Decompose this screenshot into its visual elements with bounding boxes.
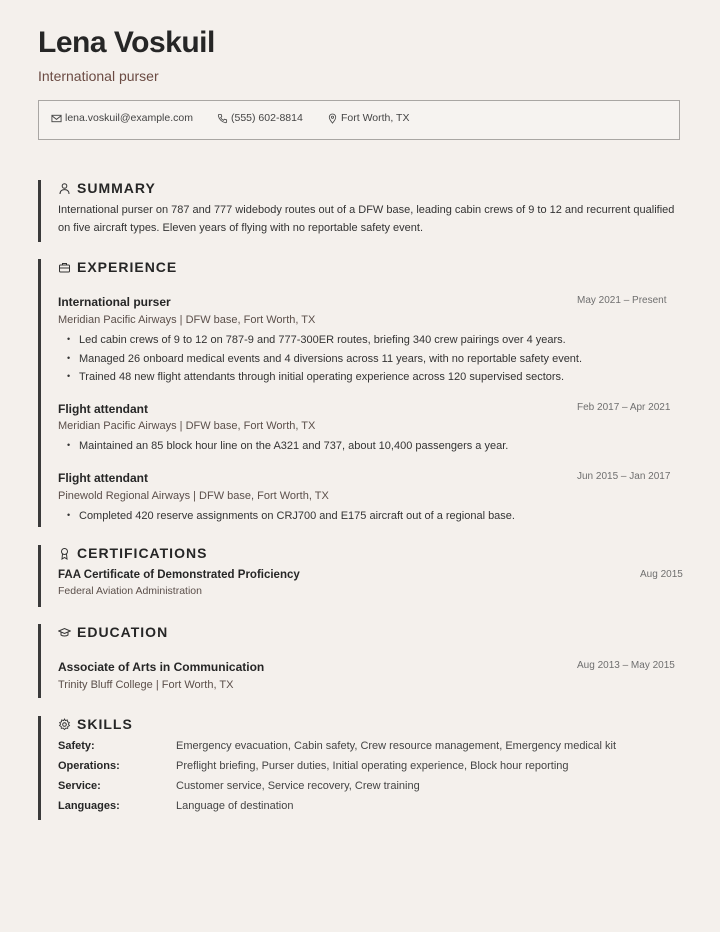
cert-1-name: FAA Certificate of Demonstrated Proficiency xyxy=(58,569,300,581)
skill-row-3-value: Customer service, Service recovery, Crew training xyxy=(176,780,420,792)
bullet-text: Trained 48 new flight attendants through initial operating experience across 120 supervised sectors. xyxy=(79,371,565,383)
education-heading xyxy=(58,624,168,640)
edu-1-dates: Aug 2013 – May 2015 xyxy=(577,660,675,671)
job-2-dates: Feb 2017 – Apr 2021 xyxy=(577,402,671,413)
user-icon xyxy=(58,182,71,195)
certifications-section xyxy=(38,545,684,607)
contact-email[interactable] xyxy=(51,112,193,124)
skill-row-4-value: Language of destination xyxy=(176,800,294,812)
contact-location xyxy=(327,112,409,124)
contact-box xyxy=(38,100,680,140)
job-2-org: Meridian Pacific Airways | DFW base, Fort Worth, TX xyxy=(58,420,316,432)
skills-title: SKILLS xyxy=(77,716,133,732)
job-3-role: Flight attendant xyxy=(58,471,148,485)
bullet-dot: • xyxy=(67,334,71,344)
skill-row-2-label: Operations: xyxy=(58,760,120,772)
person-headline: International purser xyxy=(38,68,159,84)
graduation-cap-icon xyxy=(58,626,71,639)
bullet-dot: • xyxy=(67,440,71,450)
mail-icon xyxy=(51,113,62,124)
experience-title: EXPERIENCE xyxy=(77,259,178,275)
education-section xyxy=(38,624,684,698)
certifications-title: CERTIFICATIONS xyxy=(77,545,208,561)
experience-heading xyxy=(58,259,177,275)
edu-1-school: Trinity Bluff College | Fort Worth, TX xyxy=(58,679,234,691)
bullet-text: Completed 420 reserve assignments on CRJ700 and E175 aircraft out of a regional base. xyxy=(79,510,515,522)
bullet-dot: • xyxy=(67,510,71,520)
experience-section xyxy=(38,259,684,527)
skill-row-2-value: Preflight briefing, Purser duties, Initial operating experience, Block hour reporting xyxy=(176,760,569,772)
job-1-bullet-1 xyxy=(67,334,566,346)
job-1-org: Meridian Pacific Airways | DFW base, Fort Worth, TX xyxy=(58,314,316,326)
cert-1-date: Aug 2015 xyxy=(640,569,683,580)
gear-icon xyxy=(58,718,71,731)
phone-icon xyxy=(217,113,228,124)
edu-1-degree: Associate of Arts in Communication xyxy=(58,660,265,674)
contact-email-text: lena.voskuil@example.com xyxy=(65,112,193,124)
skill-row-1-label: Safety: xyxy=(58,740,95,752)
cert-1-issuer: Federal Aviation Administration xyxy=(58,585,202,597)
bullet-text: Managed 26 onboard medical events and 4 diversions across 11 years, with no reportable safety event. xyxy=(79,353,583,365)
job-3-dates: Jun 2015 – Jan 2017 xyxy=(577,471,671,482)
contact-location-text: Fort Worth, TX xyxy=(341,112,410,124)
contact-phone[interactable] xyxy=(217,112,303,124)
education-title: EDUCATION xyxy=(77,624,169,640)
skill-row-4-label: Languages: xyxy=(58,800,120,812)
summary-title: SUMMARY xyxy=(77,180,156,196)
map-pin-icon xyxy=(327,113,338,124)
bullet-dot: • xyxy=(67,353,71,363)
summary-line-2: on five aircraft types. Eleven years of flying with no reportable safety event. xyxy=(58,222,424,234)
bullet-dot: • xyxy=(67,371,71,381)
summary-line-1: International purser on 787 and 777 widebody routes out of a DFW base, leading cabin crews of 9 to 12 and recurrent qualified xyxy=(58,204,675,216)
job-1-bullet-2 xyxy=(67,353,583,365)
job-2-role: Flight attendant xyxy=(58,402,148,416)
briefcase-icon xyxy=(58,261,71,274)
job-3-bullet-1 xyxy=(67,510,515,522)
summary-section xyxy=(38,180,684,242)
skill-row-3-label: Service: xyxy=(58,780,101,792)
job-3-org: Pinewold Regional Airways | DFW base, Fort Worth, TX xyxy=(58,490,329,502)
job-1-role: International purser xyxy=(58,295,171,309)
skills-heading xyxy=(58,716,133,732)
award-icon xyxy=(58,547,71,560)
certifications-heading xyxy=(58,545,207,561)
person-name: Lena Voskuil xyxy=(38,26,215,59)
job-2-bullet-1 xyxy=(67,440,509,452)
bullet-text: Maintained an 85 block hour line on the A321 and 737, about 10,400 passengers a year. xyxy=(79,440,509,452)
skills-section xyxy=(38,716,684,820)
summary-heading xyxy=(58,180,156,196)
skill-row-1-value: Emergency evacuation, Cabin safety, Crew resource management, Emergency medical kit xyxy=(176,740,616,752)
contact-phone-text: (555) 602-8814 xyxy=(231,112,303,124)
job-1-bullet-3 xyxy=(67,371,565,383)
job-1-dates: May 2021 – Present xyxy=(577,295,667,306)
bullet-text: Led cabin crews of 9 to 12 on 787-9 and 777-300ER routes, briefing 340 crew pairings over 4 years. xyxy=(79,334,566,346)
